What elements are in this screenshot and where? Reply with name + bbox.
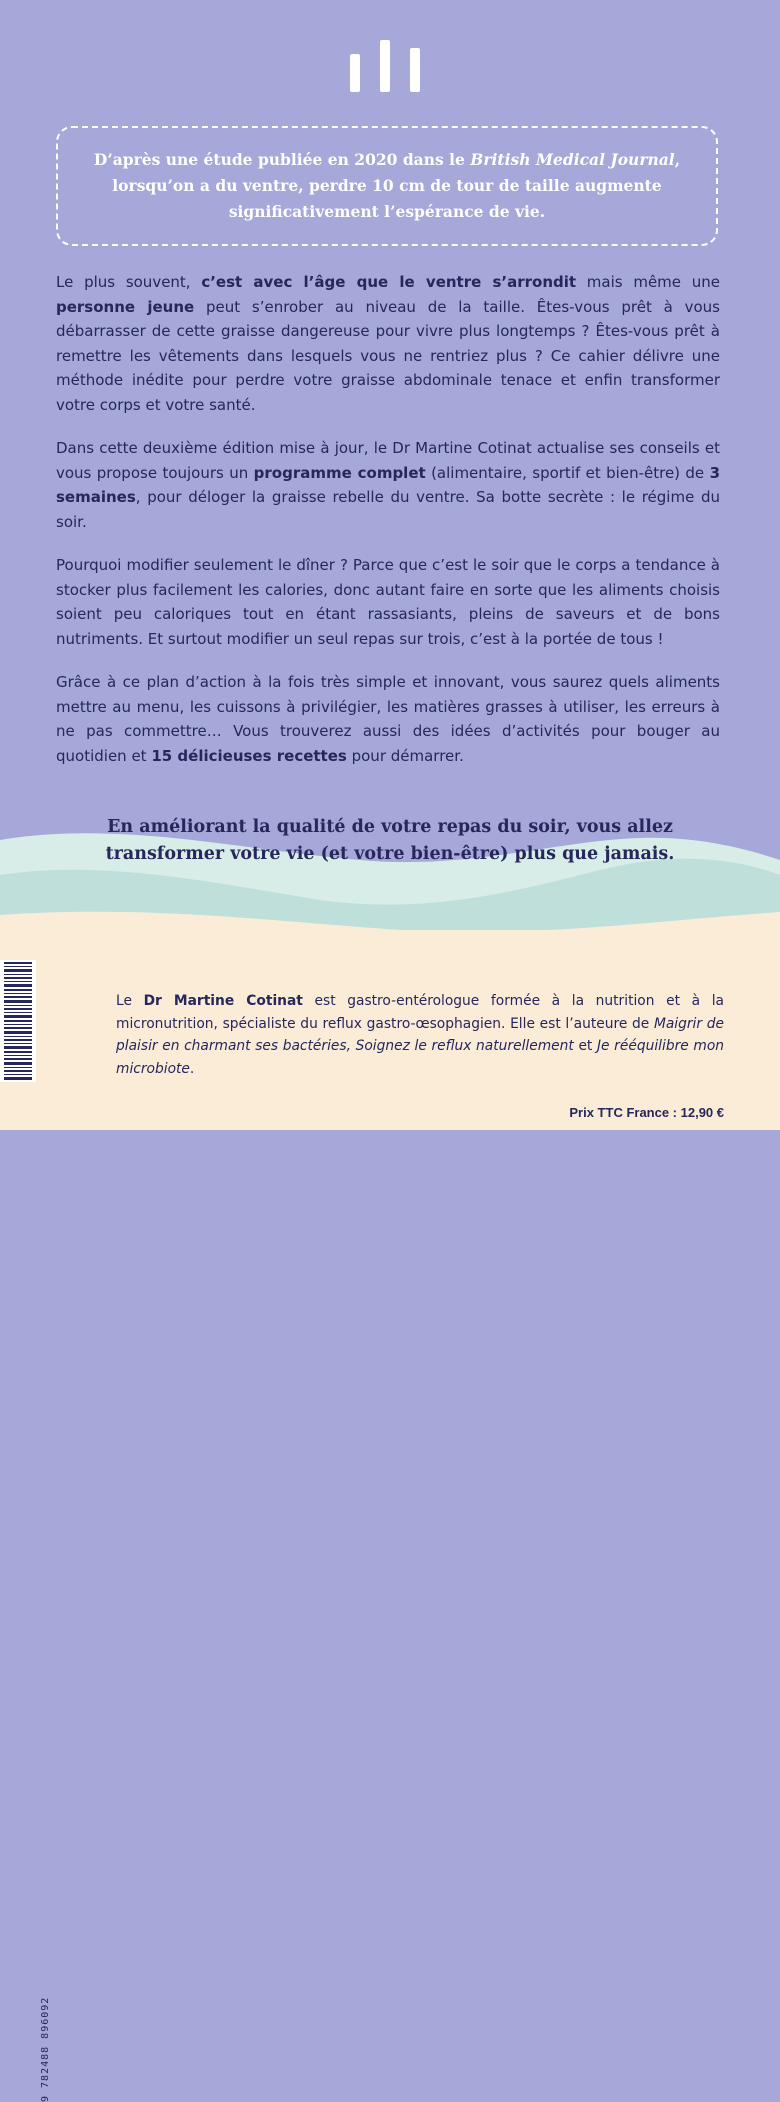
paragraph-1: Le plus souvent, c’est avec l’âge que le ventre s’arrondit mais même une personne jeune peut s’enrober au niveau de la taille. Êtes-vous prêt à vous débarrasser de cette graisse dangereuse pour vivre plus longtemps ? Êtes-vous prêt à remettre les vêtements dans lesquels vous ne rentriez plus ? Ce cahier délivre une méthode inédite pour perdre votre graisse abdominale tenace et enfin transformer votre corps et votre santé. — [56, 273, 720, 414]
author-bio: Le Dr Martine Cotinat est gastro-entérologue formée à la nutrition et à la micronutrition, spécialiste du reflux gastro-œsophagien. Elle est l’auteure de Maigrir de plaisir en charmant ses bactéries, Soignez le reflux naturellement et Je rééquilibre mon microbiote. — [116, 993, 724, 1077]
barcode-number: 9 782488 896092 — [40, 1996, 51, 2102]
paragraph-3: Pourquoi modifier seulement le dîner ? Parce que c’est le soir que le corps a tendance à stocker plus facilement les calories, donc autant faire en sorte que les aliments choisis soient peu caloriques tout en étant rassasiants, pleins de saveurs et de bons nutriments. Et surtout modifier un seul repas sur trois, c’est à la portée de tous ! — [56, 556, 720, 648]
paragraph-2: Dans cette deuxième édition mise à jour, le Dr Martine Cotinat actualise ses conseils et vous propose toujours un programme complet (alimentaire, sportif et bien-être) de 3 semaines, pour déloger la graisse rebelle du ventre. Sa botte secrète : le régime du soir. — [56, 439, 720, 531]
barcode-icon — [0, 960, 36, 1082]
author-name: Dr Martine Cotinat — [143, 993, 303, 1009]
journal-name: British Medical Journal — [470, 150, 675, 169]
study-quote: D’après une étude publiée en 2020 dans le British Medical Journal, lorsqu’on a du ventre, perdre 10 cm de tour de taille augmente significativement l’espérance de vie. — [93, 150, 681, 221]
description-text — [56, 270, 720, 787]
closing-statement: En améliorant la qualité de votre repas du soir, vous allez transformer votre vie (et votre bien-être) plus que jamais. — [105, 817, 675, 864]
paragraph-4: Grâce à ce plan d’action à la fois très simple et innovant, vous saurez quels aliments mettre au menu, les cuissons à privilégier, les matières grasses à utiliser, les erreurs à ne pas commettre… Vous trouverez aussi des idées d’activités pour bouger au quotidien et 15 délicieuses recettes pour démarrer. — [56, 673, 720, 765]
price-label: Prix TTC France : 12,90 € — [569, 1105, 724, 1120]
quote-box — [56, 126, 718, 246]
publisher-logo-icon — [350, 40, 422, 92]
